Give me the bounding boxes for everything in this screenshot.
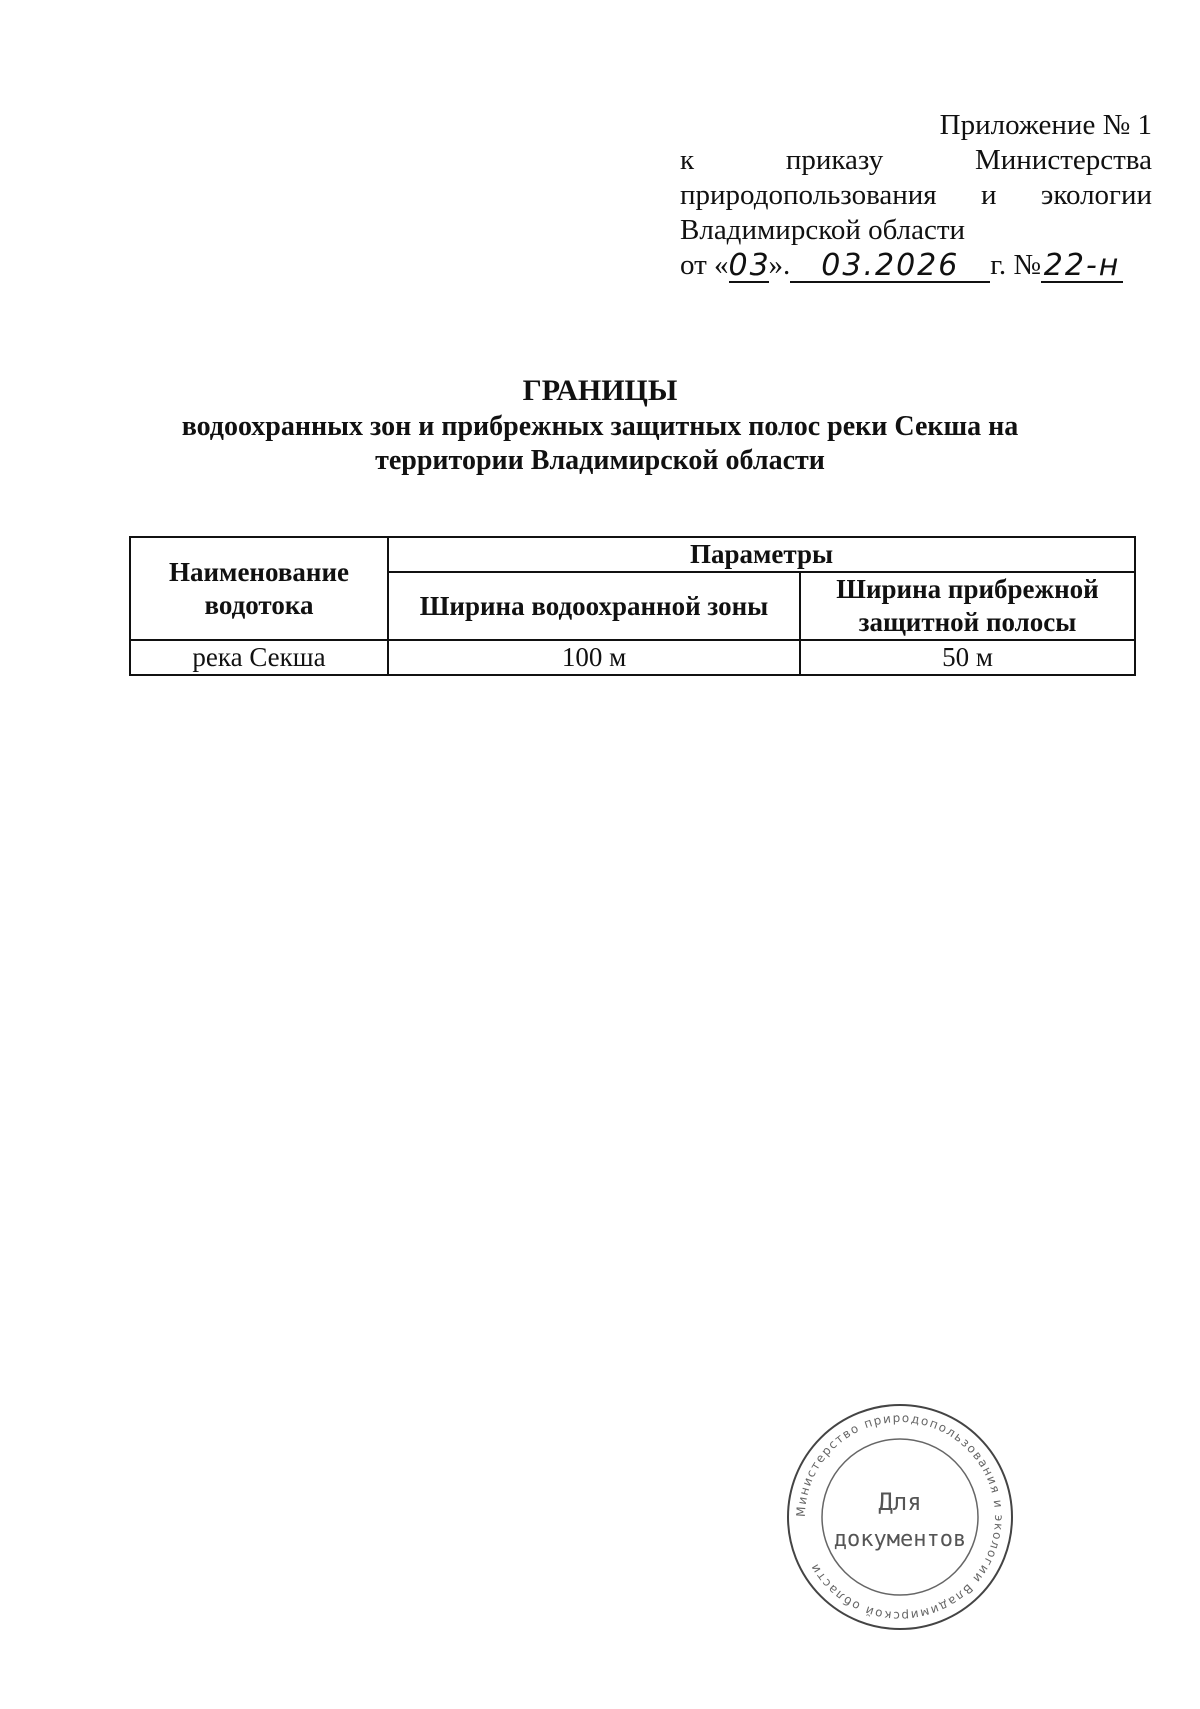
handwritten-day: 03 [728,248,771,283]
stamp-graphic [780,1400,1020,1635]
appendix-word: экологии [1040,179,1152,211]
header-strip-width [800,572,1135,640]
table-row [130,640,1135,675]
header-strip-line1: Ширина прибрежной [836,574,1099,604]
stamp-center-line1: Для [878,1488,922,1516]
cell-strip-width: 50 м [800,640,1135,675]
handwritten-month-year: 03.2026 [790,251,990,283]
header-watercourse-line2: водотока [204,589,314,620]
appendix-region: Владимирской области [680,214,966,246]
date-separator: ». [768,249,791,281]
parameters-table [129,536,1136,676]
appendix-line-order [680,143,1152,178]
appendix-title: Приложение № 1 [939,109,1152,141]
header-watercourse-line1: Наименование [169,556,349,587]
stamp-center-line2: документов [833,1527,967,1552]
document-title [120,372,1080,478]
round-stamp [780,1400,1020,1635]
cell-zone-width: 100 м [388,640,800,675]
header-watercourse [130,537,388,640]
appendix-date-line [680,248,1152,283]
handwritten-number: 22-н [1041,251,1123,283]
appendix-word: Министерства [974,144,1152,176]
appendix-word: природопользования [680,179,937,211]
table-header-row [130,537,1135,572]
header-strip-line2: защитной полосы [858,607,1077,637]
number-label: г. № [990,249,1042,281]
appendix-word: к [680,144,695,176]
title-main: ГРАНИЦЫ [522,374,678,407]
appendix-word: приказу [785,144,884,176]
title-sub-line1: водоохранных зон и прибрежных защитных полос реки Секша на [181,411,1019,442]
stamp-ring-text: Министерство природопользования и экологии Владимирской области [793,1410,1007,1624]
appendix-line-ministry [680,178,1152,213]
header-parameters: Параметры [388,537,1135,572]
title-sub-line2: территории Владимирской области [375,445,825,476]
date-prefix: от « [680,249,729,281]
header-zone-width: Ширина водоохранной зоны [388,572,800,640]
appendix-word: и [981,179,997,211]
cell-name: река Секша [130,640,388,675]
appendix-header [680,108,1152,283]
